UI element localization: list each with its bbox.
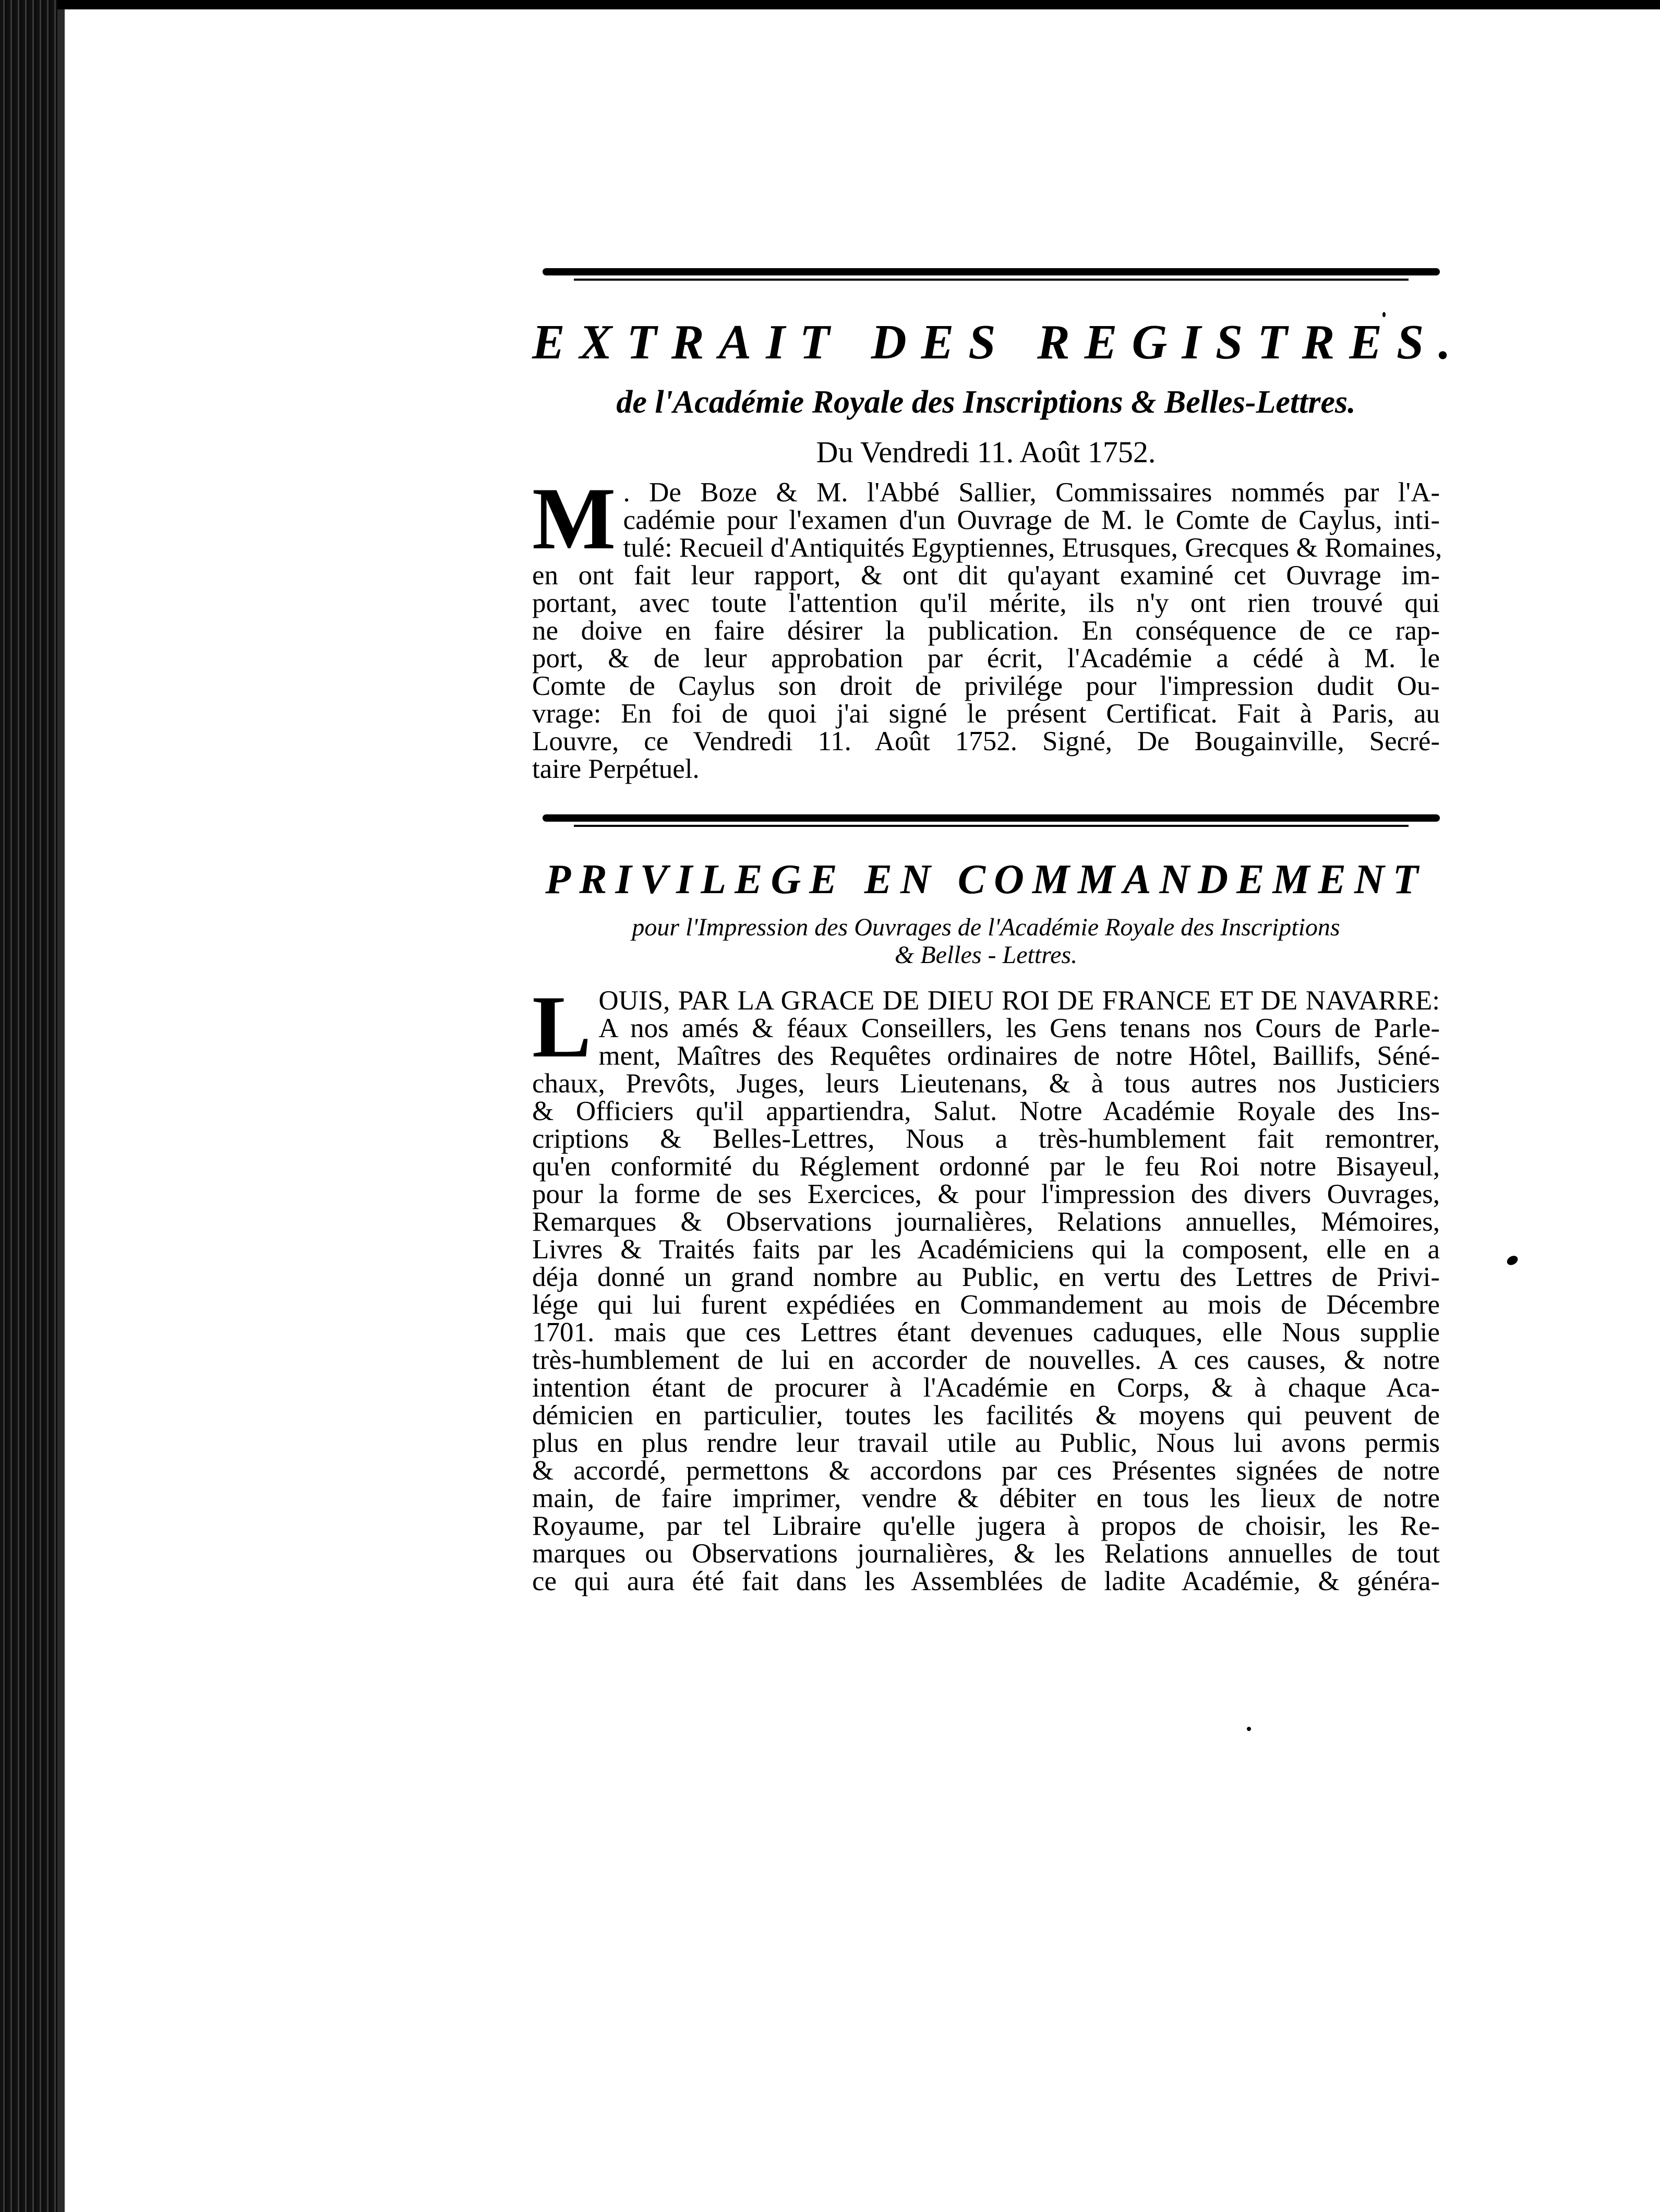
text-line: criptions & Belles-Lettres, Nous a très-humblement fait remontrer, [532, 1123, 1440, 1154]
text-line: ment, Maîtres des Requêtes ordinaires de notre Hôtel, Baillifs, Séné- [598, 1040, 1440, 1071]
page-content [532, 266, 1465, 1596]
text-line: déja donné un grand nombre au Public, en vertu des Lettres de Privi- [532, 1261, 1440, 1292]
text-line: portant, avec toute l'attention qu'il mérite, ils n'y ont rien trouvé qui [532, 588, 1440, 618]
text-line: plus en plus rendre leur travail utile au Public, Nous lui avons permis [532, 1427, 1440, 1458]
privilege-subtitle-line: pour l'Impression des Ouvrages de l'Académie Royale des Inscriptions [632, 913, 1340, 941]
text-line: & accordé, permettons & accordons par ces Présentes signées de notre [532, 1455, 1440, 1486]
text-line: & Officiers qu'il appartiendra, Salut. Notre Académie Royale des Ins- [532, 1096, 1440, 1126]
text-line: ce qui aura été fait dans les Assemblées de ladite Académie, & généra- [532, 1566, 1440, 1596]
extrait-title: EXTRAIT DES REGISTRES. [532, 315, 1465, 369]
top-ornamental-rule [543, 266, 1440, 284]
text-line: démicien en particulier, toutes les facilités & moyens qui peuvent de [532, 1400, 1440, 1430]
text-line: Royaume, par tel Libraire qu'elle jugera à propos de choisir, les Re- [532, 1510, 1440, 1541]
middle-ornamental-rule [543, 812, 1440, 830]
text-line: Comte de Caylus son droit de privilége pour l'impression dudit Ou- [532, 671, 1440, 701]
text-line: qu'en conformité du Réglement ordonné par le feu Roi notre Bisayeul, [532, 1151, 1440, 1182]
text-line: main, de faire imprimer, vendre & débiter en tous les lieux de notre [532, 1483, 1440, 1513]
privilege-title: PRIVILEGE EN COMMANDEMENT [545, 857, 1427, 903]
text-line: cadémie pour l'examen d'un Ouvrage de M. le Comte de Caylus, inti- [623, 505, 1440, 535]
text-line: intention étant de procurer à l'Académie en Corps, & à chaque Aca- [532, 1372, 1440, 1403]
text-line: en ont fait leur rapport, & ont dit qu'ayant examiné cet Ouvrage im- [532, 560, 1440, 591]
ink-speck [1505, 1254, 1519, 1267]
privilege-dropcap: L [532, 977, 592, 1076]
text-line: 1701. mais que ces Lettres étant devenues caduques, elle Nous supplie [532, 1317, 1440, 1348]
privilege-subtitle-line: & Belles - Lettres. [894, 941, 1078, 969]
text-line: pour la forme de ses Exercices, & pour l'impression des divers Ouvrages, [532, 1179, 1440, 1209]
extrait-subtitle: de l'Académie Royale des Inscriptions & Belles-Lettres. [616, 384, 1356, 420]
text-line: lége qui lui furent expédiées en Commandement au mois de Décembre [532, 1289, 1440, 1320]
text-line: Louvre, ce Vendredi 11. Août 1752. Signé, De Bougainville, Secré- [532, 726, 1440, 756]
text-line: tulé: Recueil d'Antiquités Egyptiennes, Etrusques, Grecques & Romaines, [623, 533, 1442, 563]
scan-binding-edge [0, 0, 57, 2212]
ink-speck [1247, 1727, 1251, 1731]
text-line: Livres & Traités faits par les Académiciens qui la composent, elle en a [532, 1234, 1440, 1265]
text-line: Remarques & Observations journalières, Relations annuelles, Mémoires, [532, 1206, 1440, 1237]
extrait-body [532, 470, 1442, 784]
extrait-dropcap: M [532, 470, 616, 568]
text-line: . De Boze & M. l'Abbé Sallier, Commissaires nommés par l'A- [623, 477, 1440, 508]
extrait-date: Du Vendredi 11. Août 1752. [816, 435, 1156, 469]
text-line: taire Perpétuel. [532, 754, 700, 784]
text-line: vrage: En foi de quoi j'ai signé le présent Certificat. Fait à Paris, au [532, 699, 1440, 729]
text-line: ne doive en faire désirer la publication. En conséquence de ce rap- [532, 616, 1440, 646]
text-line: très-humblement de lui en accorder de nouvelles. A ces causes, & notre [532, 1344, 1440, 1375]
text-line: port, & de leur approbation par écrit, l'Académie a cédé à M. le [532, 643, 1440, 674]
privilege-subtitle [532, 914, 1440, 969]
text-line: chaux, Prevôts, Juges, leurs Lieutenans, & à tous autres nos Justiciers [532, 1068, 1440, 1099]
privilege-body [532, 977, 1440, 1596]
text-line: OUIS, PAR LA GRACE DE DIEU ROI DE FRANCE ET DE NAVARRE: [598, 985, 1440, 1016]
text-line: A nos amés & féaux Conseillers, les Gens tenans nos Cours de Parle- [598, 1013, 1440, 1043]
text-line: marques ou Observations journalières, & les Relations annuelles de tout [532, 1538, 1440, 1569]
